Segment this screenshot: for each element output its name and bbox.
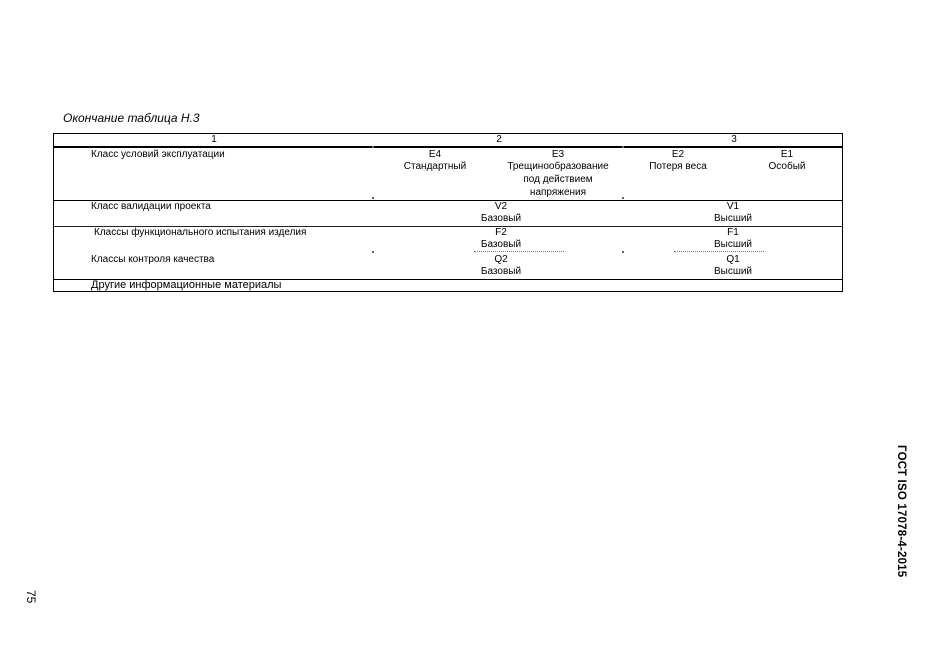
row-label-validation: Класс валидации проекта <box>91 201 211 212</box>
e4-name: Стандартный <box>403 161 467 172</box>
validation-high-name: Высший <box>713 213 753 224</box>
row-label-operating: Класс условий эксплуатации <box>91 149 225 160</box>
scan-dot <box>622 197 624 199</box>
row-label-other: Другие информационные материалы <box>91 279 282 291</box>
validation-base-code: V2 <box>494 201 508 212</box>
scan-dotted-line <box>474 251 564 253</box>
validation-high-code: V1 <box>726 201 740 212</box>
table-caption: Окончание таблица Н.3 <box>63 111 200 125</box>
page-number: 75 <box>24 590 38 604</box>
scan-dot <box>372 251 374 253</box>
e2-code: E2 <box>671 149 685 160</box>
e3-code: E3 <box>551 149 565 160</box>
scan-dot <box>622 146 624 148</box>
header-col-1: 1 <box>211 134 217 145</box>
functional-high-name: Высший <box>713 239 753 250</box>
e4-code: E4 <box>428 149 442 160</box>
e3-name-line1: Трещинообразование <box>507 161 609 172</box>
header-col-3: 3 <box>731 134 737 145</box>
scan-dot <box>372 197 374 199</box>
e3-name-line3: напряжения <box>529 187 587 198</box>
validation-base-name: Базовый <box>480 213 522 224</box>
e3-name-line2: под действием <box>523 174 593 185</box>
row-label-functional: Классы функционального испытания изделия <box>94 227 307 238</box>
functional-high-code: F1 <box>727 227 739 238</box>
quality-base-code: Q2 <box>494 254 508 265</box>
e2-name: Потеря веса <box>649 161 707 172</box>
functional-base-name: Базовый <box>480 239 522 250</box>
header-separator <box>54 146 842 148</box>
e1-code: E1 <box>780 149 794 160</box>
quality-base-name: Базовый <box>480 266 522 277</box>
scan-dotted-line <box>674 251 764 253</box>
scan-dot <box>372 146 374 148</box>
table <box>53 133 843 292</box>
row-label-quality: Классы контроля качества <box>91 254 215 265</box>
header-col-2: 2 <box>496 134 502 145</box>
quality-high-name: Высший <box>713 266 753 277</box>
e1-name: Особый <box>768 161 806 172</box>
scan-dot <box>622 251 624 253</box>
quality-high-code: Q1 <box>726 254 740 265</box>
functional-base-code: F2 <box>495 227 507 238</box>
document-title-vertical: ГОСТ ISO 17078-4-2015 <box>895 445 907 578</box>
